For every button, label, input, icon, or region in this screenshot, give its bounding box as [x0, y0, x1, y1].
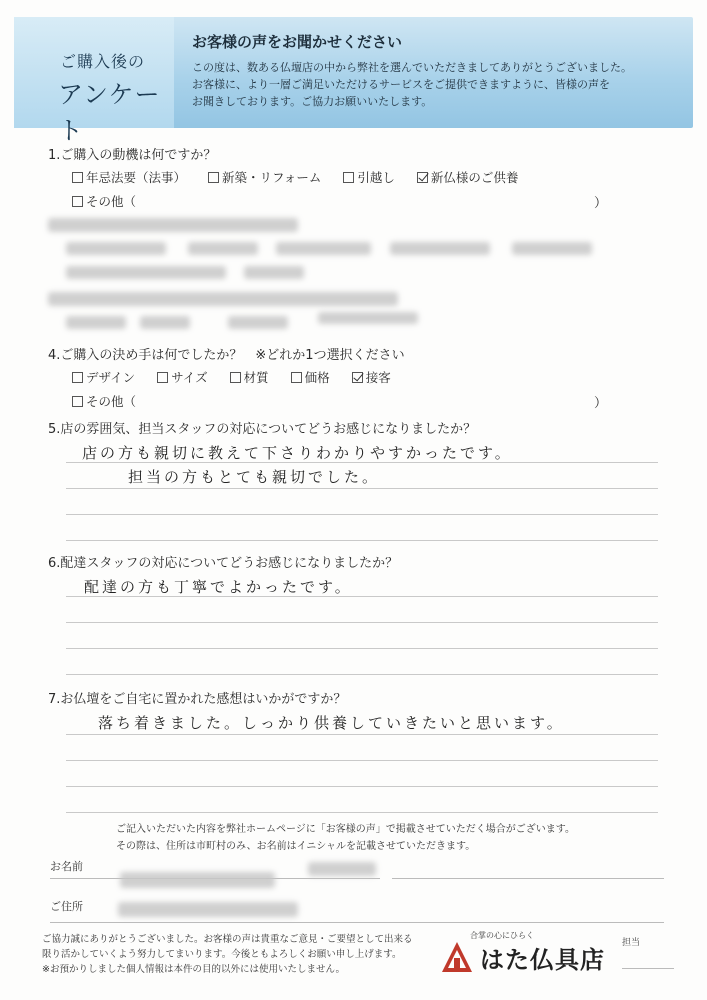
logo-name: はた仏具店 — [480, 945, 605, 974]
q1-other-close: ） — [594, 196, 608, 211]
header-title: お客様の声をお聞かせください — [192, 33, 403, 51]
q1-options — [72, 168, 518, 186]
answer-line — [66, 674, 658, 675]
intro-line: お聞きしております。ご協力お願いいたします。 — [192, 95, 433, 108]
option-label: 接客 — [365, 370, 391, 385]
redacted-name — [120, 872, 275, 888]
answer-line — [66, 488, 658, 489]
option-label: 材質 — [243, 370, 269, 385]
answer-line — [66, 622, 658, 623]
address-field[interactable] — [50, 922, 664, 923]
footer-line: 限り活かしていくよう努力してまいります。今後ともよろしくお願い申し上げます。 — [42, 949, 402, 960]
q5-answer-line: 店の方も親切に教えて下さりわかりやすかったです。 — [82, 444, 513, 462]
publication-notice — [116, 821, 575, 855]
checkbox[interactable] — [72, 396, 83, 407]
answer-line — [66, 760, 658, 761]
q4-option[interactable] — [291, 368, 330, 386]
checkbox[interactable] — [343, 172, 354, 183]
q1-option[interactable] — [417, 168, 519, 186]
notice-line: その際は、住所は市町村のみ、お名前はイニシャルを記載させていただきます。 — [116, 841, 476, 852]
q4-other-close: ） — [594, 396, 608, 411]
q4-option[interactable] — [352, 368, 391, 386]
redacted-block — [228, 316, 288, 329]
q6-question: 6.配達スタッフの対応についてどうお感じになりましたか？ — [48, 556, 399, 571]
redacted-block — [512, 242, 592, 255]
answer-line — [66, 786, 658, 787]
answer-line — [66, 734, 658, 735]
intro-line: お客様に、より一層ご満足いただけるサービスをご提供できますように、皆様の声を — [192, 78, 610, 91]
redacted-block — [140, 316, 190, 329]
q7-answer-line: 落ち着きました。しっかり供養していきたいと思います。 — [98, 714, 565, 732]
q4-option[interactable] — [230, 368, 269, 386]
option-label: 価格 — [304, 370, 330, 385]
footer-notes — [42, 932, 413, 977]
answer-line — [66, 812, 658, 813]
checkbox-checked[interactable] — [352, 372, 363, 383]
redacted-block — [66, 242, 166, 255]
answer-line — [66, 648, 658, 649]
header-banner — [14, 17, 693, 145]
q4-option[interactable] — [72, 368, 135, 386]
option-label: サイズ — [171, 370, 208, 385]
checkbox[interactable] — [208, 172, 219, 183]
option-label: 新仏様のご供養 — [430, 170, 519, 185]
badge-top-text: ご購入後の — [60, 52, 146, 71]
q4-question: 4.ご購入の決め手は何でしたか？ ※どれか1つ選択ください — [48, 348, 405, 363]
redacted-block — [244, 266, 304, 279]
checkbox[interactable] — [72, 196, 83, 207]
checkbox[interactable] — [157, 372, 168, 383]
footer-line: ※お預かりしました個人情報は本件の目的以外には使用いたしません。 — [42, 964, 346, 975]
option-label: 新築・リフォーム — [222, 170, 322, 185]
redacted-block — [308, 862, 376, 876]
redacted-block — [390, 242, 490, 255]
checkbox[interactable] — [72, 372, 83, 383]
name-field-extension — [392, 878, 664, 879]
other-label: その他（ — [86, 394, 137, 409]
other-label: その他（ — [86, 194, 137, 209]
redacted-block — [318, 312, 418, 324]
q1-option[interactable] — [343, 168, 395, 186]
redacted-block — [48, 218, 298, 232]
q1-option[interactable] — [72, 168, 186, 186]
badge-main-text: アンケート — [58, 80, 161, 145]
intro-line: この度は、数ある仏壇店の中から弊社を選んでいただきましてありがとうございました。 — [192, 61, 632, 74]
notice-line: ご記入いただいた内容を弊社ホームページに「お客様の声」で掲載させていただく場合がございます。 — [116, 824, 575, 835]
header-intro — [192, 59, 692, 110]
logo-tagline: 合掌の心にひらく — [470, 931, 534, 940]
temple-mark-icon — [440, 940, 474, 974]
q4-other[interactable] — [72, 392, 136, 410]
q1-question: 1.ご購入の動機は何ですか？ — [48, 148, 217, 163]
checkbox[interactable] — [72, 172, 83, 183]
answer-line — [66, 514, 658, 515]
staff-label: 担当 — [622, 938, 641, 948]
survey-badge — [14, 17, 174, 145]
redacted-block — [66, 266, 226, 279]
answer-line — [66, 540, 658, 541]
checkbox-checked[interactable] — [417, 172, 428, 183]
q1-option[interactable] — [208, 168, 321, 186]
q5-question: 5.店の雰囲気、担当スタッフの対応についてどうお感じになりましたか？ — [48, 422, 477, 437]
redacted-block — [276, 242, 371, 255]
redacted-address — [118, 902, 298, 917]
redacted-block — [188, 242, 258, 255]
address-label: ご住所 — [50, 900, 83, 913]
option-label: デザイン — [86, 370, 136, 385]
staff-field — [622, 968, 674, 969]
redacted-block — [66, 316, 126, 329]
option-label: 引越し — [357, 170, 395, 185]
footer-line: ご協力誠にありがとうございました。お客様の声は貴重なご意見・ご要望として出来る — [42, 934, 413, 945]
redacted-block — [48, 292, 398, 306]
checkbox[interactable] — [230, 372, 241, 383]
q1-other[interactable] — [72, 192, 136, 210]
q4-option[interactable] — [157, 368, 208, 386]
option-label: 年忌法要（法事） — [86, 170, 187, 185]
checkbox[interactable] — [291, 372, 302, 383]
q7-question: 7.お仏壇をご自宅に置かれた感想はいかがですか？ — [48, 692, 347, 707]
q4-options — [72, 368, 391, 386]
company-logo — [440, 930, 620, 976]
q6-answer-line: 配達の方も丁寧でよかったです。 — [84, 578, 353, 596]
name-label: お名前 — [50, 860, 83, 873]
q5-answer-line: 担当の方もとても親切でした。 — [128, 468, 381, 486]
